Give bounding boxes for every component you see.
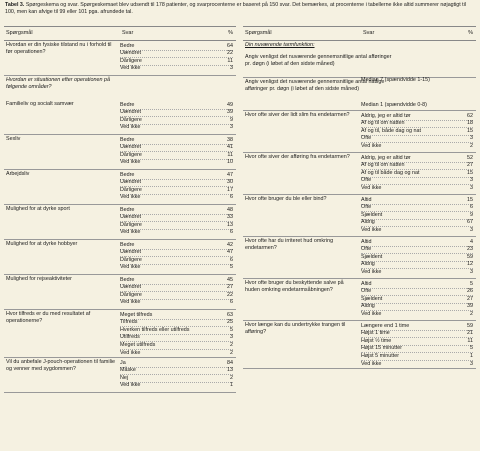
answer-label: Bedre	[120, 171, 135, 178]
answer-label: Nej	[120, 374, 129, 381]
answer-label: Ved ikke	[361, 184, 382, 191]
answer-percent: 1	[470, 352, 473, 359]
question-text: Hvordan er din fysiske tilstand nu i forhold til før operationen?	[6, 42, 112, 56]
answer-row	[361, 227, 473, 234]
answer-percent: 5	[470, 280, 473, 287]
question-section	[243, 237, 476, 279]
question-section	[4, 41, 236, 76]
question-section	[4, 310, 236, 358]
answer-label: Ved ikke	[361, 226, 382, 233]
answer-label: Ved ikke	[120, 264, 141, 271]
answer-label: Altid	[361, 238, 372, 245]
answer-label: Ved ikke	[361, 310, 382, 317]
answer-percent: 9	[230, 116, 233, 123]
question-section	[243, 78, 476, 111]
answer-label: Bedre	[120, 136, 135, 143]
answer-percent: 22	[227, 50, 233, 57]
answer-percent: 2	[230, 341, 233, 348]
answer-percent: 2	[230, 374, 233, 381]
left-table	[4, 26, 236, 393]
answer-label: Af og til både dag og nat	[361, 169, 420, 176]
answer-label: Aldrig, jeg er altid tør	[361, 154, 411, 161]
question-text: Hvor ofte bruger du beskyttende salve på huden omkring endetarmsåbningen?	[245, 280, 344, 294]
answer-label: Ofte	[361, 246, 372, 253]
question-section	[4, 76, 236, 100]
answer-percent: 11	[227, 57, 233, 64]
answer-label: Median 1 (spændvidde 0-8)	[361, 101, 427, 108]
question-text: Hvor ofte bruger du ble eller bind?	[245, 196, 327, 202]
header-answer: Svar	[363, 30, 375, 36]
question-text: Mulighed for at dyrke hobbyer	[6, 241, 78, 247]
answer-label: Ja	[120, 359, 126, 366]
answer-label: Højst 5 minutter	[361, 352, 400, 359]
answer-percent: 27	[227, 284, 233, 291]
table-caption	[5, 2, 475, 16]
answer-percent: 6	[230, 194, 233, 201]
answer-percent: 15	[467, 127, 473, 134]
answer-percent: 5	[230, 264, 233, 271]
answer-label: Uændret	[120, 179, 141, 186]
answer-percent: 13	[227, 367, 233, 374]
answer-label: Ved ikke	[120, 124, 141, 131]
answer-percent: 10	[227, 159, 233, 166]
answer-label: Tilfreds	[120, 319, 138, 326]
answer-label: Ofte	[361, 177, 372, 184]
answer-percent: 41	[227, 144, 233, 151]
question-section	[243, 153, 476, 195]
question-section	[4, 358, 236, 393]
answer-label: Dårligere	[120, 57, 142, 64]
answer-row	[361, 361, 473, 368]
answer-percent: 2	[230, 349, 233, 356]
answer-percent: 63	[227, 311, 233, 318]
answer-percent: 27	[467, 162, 473, 169]
answer-label: Ved ikke	[120, 299, 141, 306]
right-table	[243, 26, 476, 369]
answer-percent: 3	[470, 226, 473, 233]
answer-percent: 15	[467, 196, 473, 203]
answer-percent: 3	[470, 177, 473, 184]
question-text: Hvordan er situationen efter operationen på følgende områder?	[6, 77, 110, 91]
question-section	[4, 205, 236, 240]
answer-percent: 6	[230, 229, 233, 236]
answer-label: Af og til om natten	[361, 120, 405, 127]
question-text: Din nuværende tarmfunktion:	[245, 42, 315, 48]
answer-label: Længere end 1 time	[361, 322, 410, 329]
question-section	[243, 53, 476, 83]
answer-label: Aldrig	[361, 303, 375, 310]
answer-percent: 12	[467, 261, 473, 268]
answer-label: Bedre	[120, 206, 135, 213]
caption-text: Spørgeskema og svar. Spørgeskemaet blev udsendt til 178 patienter, og svarprocenterne er baseret på 150 svar. Det bemærkes, at procenterne i tabellerne ikke altid summerer nøjagtigt til 100, men kan afvige til 99 eller 101 pga. afrundede tal.	[5, 2, 466, 15]
question-section	[243, 41, 476, 53]
answer-label: Ofte	[361, 288, 372, 295]
answer-percent: 48	[227, 206, 233, 213]
answer-label: Højst 1 time	[361, 330, 390, 337]
answer-label: Ofte	[361, 135, 372, 142]
answer-percent: 45	[227, 276, 233, 283]
answer-label: Altid	[361, 280, 372, 287]
answer-label: Ofte	[361, 204, 372, 211]
answer-percent: 3	[230, 65, 233, 72]
answer-row	[361, 311, 473, 318]
answer-percent: 62	[467, 112, 473, 119]
right-table-header	[243, 26, 476, 41]
header-pct: %	[228, 30, 233, 36]
answer-label: Median 7 (spændvidde 1-15)	[361, 76, 430, 83]
answer-percent: 23	[467, 246, 473, 253]
answer-percent: 17	[227, 186, 233, 193]
answer-label: Uændret	[120, 144, 141, 151]
answer-percent: 47	[227, 171, 233, 178]
answer-percent: 3	[470, 135, 473, 142]
answer-percent: 26	[467, 288, 473, 295]
answer-percent: 59	[467, 253, 473, 260]
answer-row	[361, 185, 473, 192]
question-section	[243, 111, 476, 153]
question-section	[4, 275, 236, 310]
answer-percent: 9	[470, 211, 473, 218]
answer-percent: 38	[227, 136, 233, 143]
question-text: Mulighed for rejseaktiviteter	[6, 276, 72, 282]
caption-label: Tabel 3.	[5, 2, 25, 8]
answer-row	[120, 350, 233, 357]
answer-label: Utilfreds	[120, 334, 140, 341]
answer-label: Bedre	[120, 42, 135, 49]
answer-row	[120, 65, 233, 72]
header-question: Spørgsmål	[6, 30, 33, 36]
answer-percent: 59	[467, 322, 473, 329]
answer-label: Ved ikke	[361, 142, 382, 149]
answer-percent: 67	[467, 219, 473, 226]
answer-label: Dårligere	[120, 256, 142, 263]
answer-label: Dårligere	[120, 116, 142, 123]
question-text: Hvor ofte har du irriteret hud omkring endetarmen?	[245, 238, 334, 252]
question-section	[243, 321, 476, 369]
answer-label: Ved ikke	[120, 382, 141, 389]
answer-label: Sjældent	[361, 295, 383, 302]
answer-row	[120, 382, 233, 389]
answer-percent: 22	[227, 291, 233, 298]
answer-percent: 3	[470, 184, 473, 191]
answer-percent: 18	[467, 120, 473, 127]
answer-label: Meget utilfreds	[120, 341, 156, 348]
question-section	[4, 170, 236, 205]
answer-percent: 6	[230, 256, 233, 263]
answer-percent: 3	[470, 360, 473, 367]
question-text: Angiv venligst det nuværende gennemsnitlige antal afføringer pr. døgn (i løbet af den sidste måned)	[245, 54, 392, 68]
answer-label: Måske	[120, 367, 136, 374]
answer-percent: 11	[467, 337, 473, 344]
answer-percent: 21	[467, 330, 473, 337]
answer-row	[361, 143, 473, 150]
question-text: Angiv venligst det nuværende gennemsnitlige antal natlige afføringer pr. døgn (i løbet af den sidste måned)	[245, 79, 385, 93]
answer-label: Dårligere	[120, 151, 142, 158]
question-text: Vil du anbefale J-pouch-operationen til familie og venner med sygdommen?	[6, 359, 115, 373]
answer-percent: 52	[467, 154, 473, 161]
answer-percent: 6	[470, 204, 473, 211]
answer-percent: 5	[470, 345, 473, 352]
answer-label: Ved ikke	[120, 159, 141, 166]
answer-label: Uændret	[120, 50, 141, 57]
answer-label: Ved ikke	[120, 349, 141, 356]
answer-label: Dårligere	[120, 221, 142, 228]
answer-percent: 42	[227, 241, 233, 248]
answer-label: Af og til om natten	[361, 162, 405, 169]
answer-label: Sjældent	[361, 211, 383, 218]
answer-label: Dårligere	[120, 291, 142, 298]
answer-percent: 39	[467, 303, 473, 310]
answer-label: Hverken tilfreds eller utilfreds	[120, 326, 190, 333]
answer-label: Sjældent	[361, 253, 383, 260]
question-section	[4, 240, 236, 275]
answer-percent: 39	[227, 109, 233, 116]
answer-label: Aldrig	[361, 219, 375, 226]
answer-percent: 64	[227, 42, 233, 49]
answer-label: Aldrig	[361, 261, 375, 268]
question-text: Familieliv og socialt samvær	[6, 101, 74, 107]
answer-percent: 11	[227, 151, 233, 158]
answer-label: Ved ikke	[361, 360, 382, 367]
header-answer: Svar	[122, 30, 134, 36]
answer-label: Uændret	[120, 214, 141, 221]
answer-row	[120, 159, 233, 166]
answer-row	[245, 102, 473, 109]
answer-label: Ved ikke	[120, 194, 141, 201]
question-text: Hvor ofte siver der lidt slim fra endetarmen?	[245, 112, 350, 118]
question-text: Arbejdsliv	[6, 171, 30, 177]
question-section	[4, 100, 236, 135]
question-section	[4, 135, 236, 170]
answer-percent: 15	[467, 169, 473, 176]
answer-row	[120, 264, 233, 271]
question-section	[243, 195, 476, 237]
answer-label: Dårligere	[120, 186, 142, 193]
header-question: Spørgsmål	[245, 30, 272, 36]
answer-percent: 47	[227, 249, 233, 256]
left-table-header	[4, 26, 236, 41]
answer-label: Uændret	[120, 109, 141, 116]
answer-row	[120, 124, 233, 131]
answer-row	[120, 299, 233, 306]
answer-percent: 84	[227, 359, 233, 366]
answer-label: Af og til, både dag og nat	[361, 127, 421, 134]
answer-row	[120, 229, 233, 236]
answer-label: Bedre	[120, 101, 135, 108]
answer-row	[120, 194, 233, 201]
answer-percent: 3	[230, 334, 233, 341]
header-pct: %	[468, 30, 473, 36]
answer-percent: 5	[230, 326, 233, 333]
answer-row	[361, 269, 473, 276]
answer-label: Altid	[361, 196, 372, 203]
question-text: Sexliv	[6, 136, 21, 142]
answer-label: Bedre	[120, 241, 135, 248]
question-text: Hvor tilfreds er du med resultatet af operationerne?	[6, 311, 91, 325]
answer-label: Ved ikke	[120, 65, 141, 72]
answer-percent: 2	[470, 310, 473, 317]
answer-percent: 30	[227, 179, 233, 186]
answer-label: Uændret	[120, 284, 141, 291]
answer-percent: 3	[470, 268, 473, 275]
answer-percent: 25	[227, 319, 233, 326]
answer-percent: 3	[230, 124, 233, 131]
answer-label: Ved ikke	[361, 268, 382, 275]
question-section	[243, 279, 476, 321]
answer-label: Uændret	[120, 249, 141, 256]
answer-label: Højst 15 minutter	[361, 345, 403, 352]
answer-label: Bedre	[120, 276, 135, 283]
answer-percent: 1	[230, 382, 233, 389]
answer-percent: 27	[467, 295, 473, 302]
answer-percent: 2	[470, 142, 473, 149]
answer-percent: 49	[227, 101, 233, 108]
answer-label: Aldrig, jeg er altid tør	[361, 112, 411, 119]
answer-label: Højst ½ time	[361, 337, 392, 344]
answer-percent: 33	[227, 214, 233, 221]
answer-percent: 4	[470, 238, 473, 245]
answer-label: Ved ikke	[120, 229, 141, 236]
question-text: Mulighed for at dyrke sport	[6, 206, 70, 212]
question-text: Hvor ofte siver der afføring fra endetarmen?	[245, 154, 350, 160]
question-text: Hvor længe kan du undertrykke trangen til afføring?	[245, 322, 346, 336]
answer-label: Meget tilfreds	[120, 311, 153, 318]
answer-percent: 6	[230, 299, 233, 306]
answer-percent: 13	[227, 221, 233, 228]
